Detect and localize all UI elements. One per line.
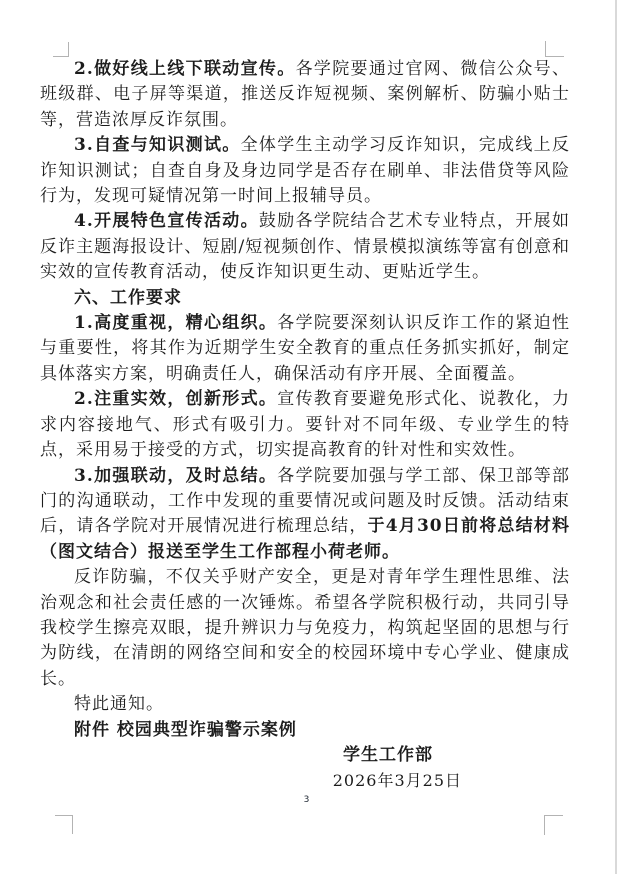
page-number: 3	[303, 795, 310, 805]
signature-department: 学生工作部	[343, 744, 433, 765]
text-boundary-mark-top-left	[53, 42, 69, 57]
paragraph: 1.高度重视，精心组织。各学院要深刻认识反诈工作的紧迫性与重要性，将其作为近期学生安全教育的重点任务抓实抓好，制定具体落实方案，明确责任人，确保活动有序开展、全面覆盖。	[40, 313, 571, 384]
signature-date: 2026年3月25日	[332, 771, 462, 791]
paragraph: 3.加强联动，及时总结。各学院要加强与学工部、保卫部等部门的沟通联动，工作中发现的重要情况或问题及时反馈。活动结束后，请各学院对开展情况进行梳理总结，于4月30日前将总结材料（图文结合）报送至学生工作部程小荷老师。	[40, 465, 571, 562]
text-boundary-mark-bottom-right	[544, 815, 563, 835]
paragraph: 特此通知。	[74, 694, 164, 715]
text-boundary-mark-top-right	[545, 41, 564, 57]
section-heading: 六、工作要求	[74, 287, 182, 308]
document-body	[40, 57, 570, 794]
page-edge-line	[615, 0, 617, 874]
text-boundary-mark-bottom-left	[55, 815, 73, 834]
attachment-line: 附件 校园典型诈骗警示案例	[74, 719, 297, 740]
paragraph: 反诈防骗，不仅关乎财产安全，更是对青年学生理性思维、法治观念和社会责任感的一次锤炼。希望各学院积极行动，共同引导我校学生擦亮双眼，提升辨识力与免疫力，构筑起坚固的思想与行为防线，在清朗的网络空间和安全的校园环境中专心学业、健康成长。	[40, 567, 570, 689]
paragraph: 4.开展特色宣传活动。鼓励各学院结合艺术专业特点，开展如反诈主题海报设计、短剧/短视频创作、情景模拟演练等富有创意和实效的宣传教育活动，使反诈知识更生动、更贴近学生。	[40, 211, 570, 283]
paragraph: 3.自查与知识测试。全体学生主动学习反诈知识，完成线上反诈知识测试；自查自身及身边同学是否存在刷单、非法借贷等风险行为，发现可疑情况第一时间上报辅导员。	[40, 135, 571, 207]
paragraph: 2.做好线上线下联动宣传。各学院要通过官网、微信公众号、班级群、电子屏等渠道，推送反诈短视频、案例解析、防骗小贴士等，营造浓厚反诈氛围。	[40, 59, 571, 130]
paragraph: 2.注重实效，创新形式。宣传教育要避免形式化、说教化，力求内容接地气、形式有吸引力。要针对不同年级、专业学生的特点，采用易于接受的方式，切实提高教育的针对性和实效性。	[40, 389, 571, 461]
